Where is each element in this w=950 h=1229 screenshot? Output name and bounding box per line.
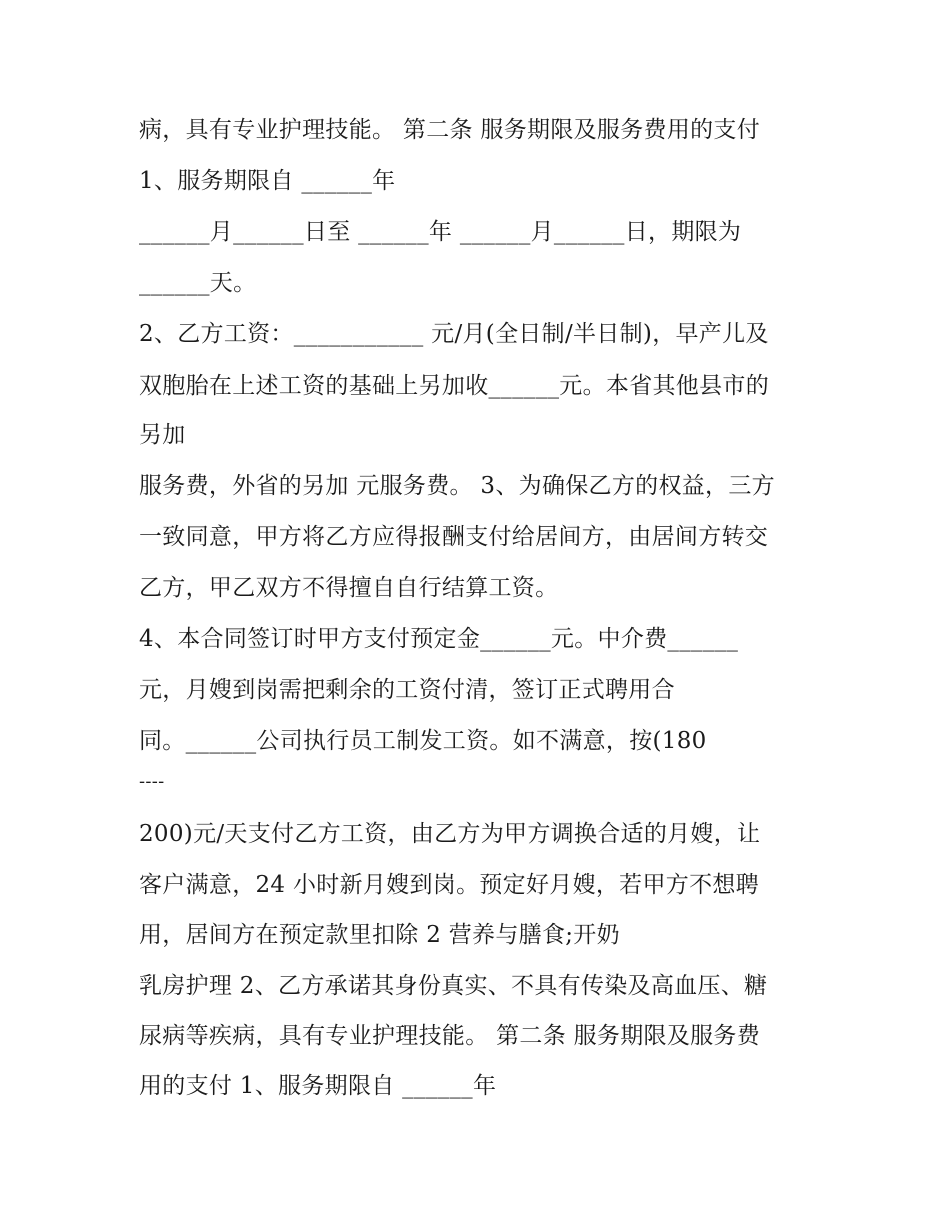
- text-line-16: 用，居间方在预定款里扣除 2 营养与膳食;开奶: [139, 922, 620, 948]
- text-line-10: 乙方，甲乙双方不得擅自自行结算工资。: [139, 575, 559, 601]
- text-line-6: 双胞胎在上述工资的基础上另加收______元。本省其他县市的: [139, 373, 769, 399]
- text-line-15: 客户满意，24 小时新月嫂到岗。预定好月嫂，若甲方不想聘: [139, 872, 759, 898]
- text-line-12: 元，月嫂到岗需把剩余的工资付清，签订正式聘用合: [139, 677, 675, 703]
- dash-separator: ----: [139, 771, 165, 792]
- text-line-2: 1、服务期限自 ______年: [139, 168, 396, 194]
- text-line-17: 乳房护理 2、乙方承诺其身份真实、不具有传染及高血压、糖: [139, 973, 768, 999]
- text-line-4: ______天。: [139, 270, 257, 296]
- text-line-13: 同。______公司执行员工制发工资。如不满意，按(180: [139, 728, 707, 754]
- text-line-18: 尿病等疾病，具有专业护理技能。 第二条 服务期限及服务费: [139, 1023, 761, 1049]
- text-line-11: 4、本合同签订时甲方支付预定金______元。中介费______: [139, 626, 739, 652]
- text-line-8: 服务费，外省的另加 元服务费。 3、为确保乙方的权益，三方: [139, 473, 775, 499]
- text-line-19: 用的支付 1、服务期限自 ______年: [139, 1073, 497, 1099]
- text-line-1: 病，具有专业护理技能。 第二条 服务期限及服务费用的支付: [139, 117, 761, 143]
- text-line-14: 200)元/天支付乙方工资，由乙方为甲方调换合适的月嫂，让: [139, 821, 761, 847]
- text-line-5: 2、乙方工资：___________ 元/月(全日制/半日制)，早产儿及: [139, 321, 769, 347]
- text-line-3: ______月______日至 ______年 ______月______日，期限为: [139, 219, 742, 245]
- text-line-9: 一致同意，甲方将乙方应得报酬支付给居间方，由居间方转交: [139, 524, 769, 550]
- text-line-7: 另加: [139, 422, 186, 448]
